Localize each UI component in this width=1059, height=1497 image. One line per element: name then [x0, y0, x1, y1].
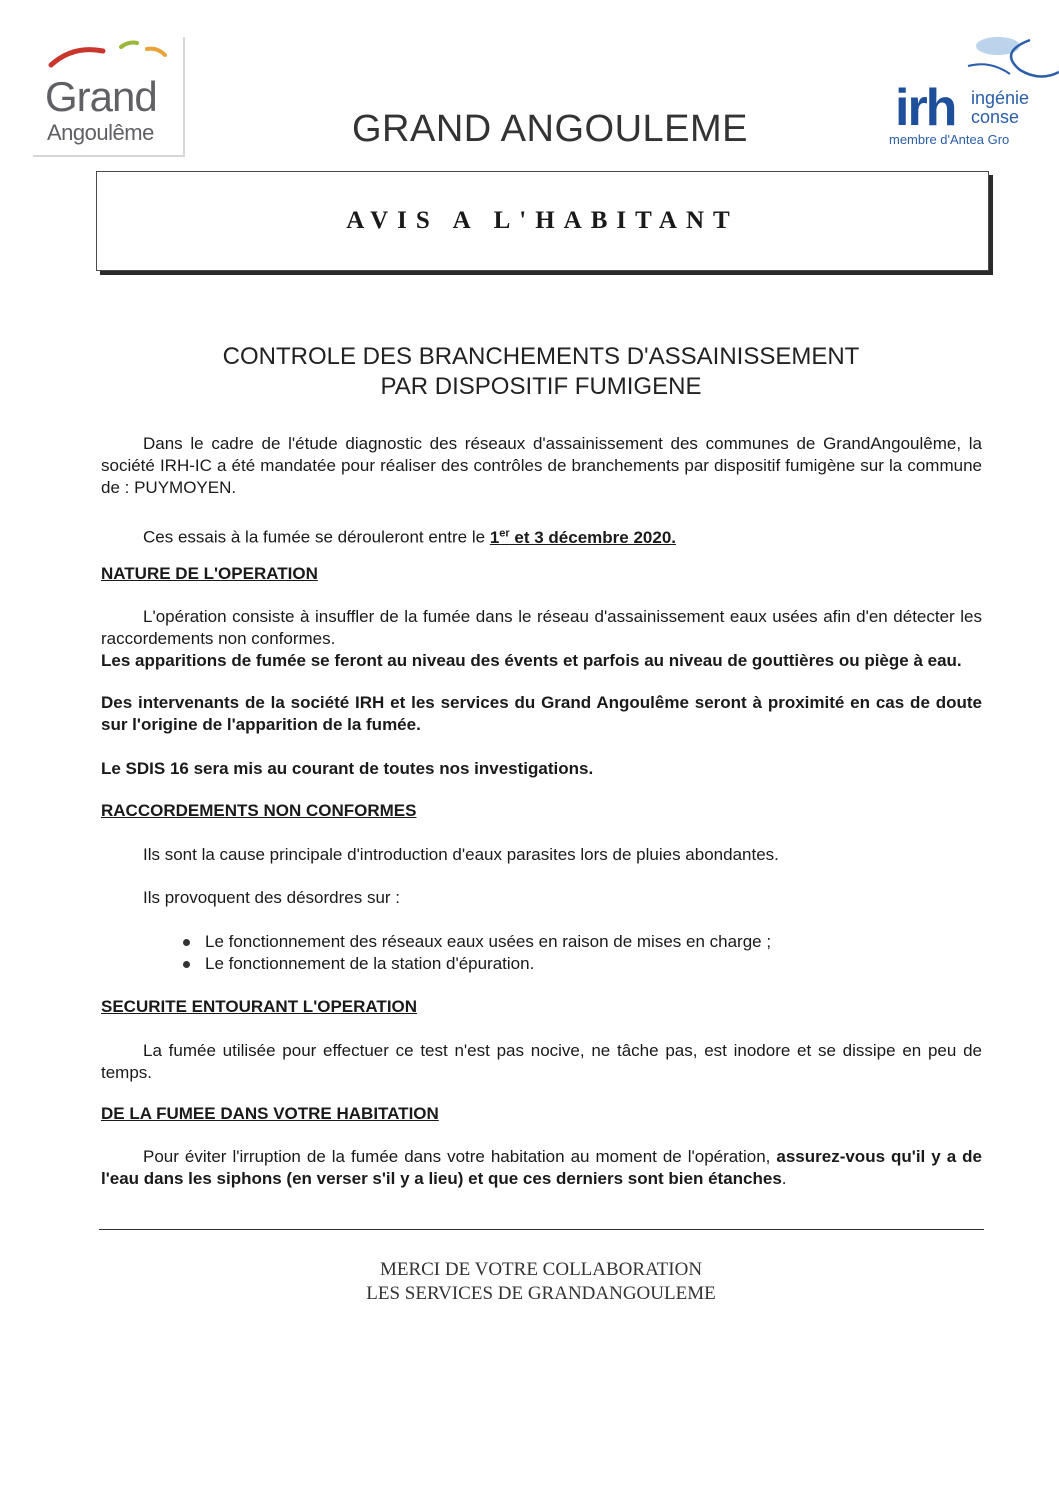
footer [100, 1258, 982, 1306]
dates-value [490, 528, 676, 547]
section-heading-raccordements: RACCORDEMENTS NON CONFORMES [101, 801, 417, 820]
irh-subtitle-1: ingénie [971, 88, 1030, 108]
logo-angouleme-text: Angoulême [47, 120, 154, 145]
raccordements-bullet-list [180, 931, 980, 975]
irh-logo [880, 30, 1059, 150]
document-title-line-1: CONTROLE DES BRANCHEMENTS D'ASSAINISSEMENT [222, 343, 860, 370]
footer-line-2: LES SERVICES DE GRANDANGOULEME [366, 1283, 716, 1304]
nature-paragraph-4: Le SDIS 16 sera mis au courant de toutes nos investigations. [101, 759, 594, 778]
dates-ordinal: er [499, 527, 510, 539]
list-item-text: Le fonctionnement de la station d'épuration. [205, 954, 535, 973]
bullet-icon [183, 939, 190, 946]
list-item [180, 953, 980, 975]
footer-line-1: MERCI DE VOTRE COLLABORATION [379, 1259, 703, 1280]
irh-subtitle-2: conse [971, 107, 1020, 127]
dates-day: 1 [489, 527, 500, 547]
notice-box [96, 171, 989, 271]
securite-paragraph: La fumée utilisée pour effectuer ce test n'est pas nocive, ne tâche pas, est inodore et se dissipe en peu de temps. [101, 1041, 982, 1082]
section-heading-securite: SECURITE ENTOURANT L'OPERATION [101, 997, 418, 1016]
footer-divider [99, 1229, 984, 1230]
intro-paragraph: Dans le cadre de l'étude diagnostic des réseaux d'assainissement des communes de GrandAngoulême, la société IRH-IC a été mandatée pour réaliser des contrôles de branchements par dispositif fumigène sur la commune de : PUYMOYEN. [101, 434, 982, 497]
page-header-title: GRAND ANGOULEME [351, 108, 749, 150]
logo-grand-text: Grand [45, 73, 157, 120]
document-title-line-2: PAR DISPOSITIF FUMIGENE [380, 373, 702, 400]
fumee-end: . [781, 1169, 787, 1188]
bullet-icon [183, 961, 190, 968]
fumee-text: Pour éviter l'irruption de la fumée dans votre habitation au moment de l'opération, [143, 1147, 777, 1166]
dates-rest: et 3 décembre 2020. [509, 527, 677, 547]
nature-paragraph-1: L'opération consiste à insuffler de la fumée dans le réseau d'assainissement eaux usées afin d'en détecter les raccordements non conformes. [101, 607, 982, 648]
fumee-paragraph [101, 1146, 982, 1190]
dates-prefix: Ces essais à la fumée se dérouleront entre le [143, 527, 490, 547]
raccordements-paragraph-1: Ils sont la cause principale d'introduction d'eaux parasites lors de pluies abondantes. [143, 845, 779, 864]
nature-paragraph-3: Des intervenants de la société IRH et les services du Grand Angoulême seront à proximité en cas de doute sur l'origine de l'apparition de la fumée. [101, 693, 982, 734]
fumee-bold-text: assurez-vous qu'il y a de l'eau dans les siphons (en verser s'il y a lieu) et que ces derniers sont bien étanches [101, 1147, 982, 1188]
raccordements-paragraph-2: Ils provoquent des désordres sur : [143, 888, 401, 907]
document-title [100, 342, 982, 402]
grand-angouleme-logo [33, 37, 185, 157]
list-item-text: Le fonctionnement des réseaux eaux usées en raison de mises en charge ; [205, 932, 772, 951]
nature-paragraph-2: Les apparitions de fumée se feront au niveau des évents et parfois au niveau de gouttières ou piège à eau. [101, 651, 962, 670]
section-heading-fumee: DE LA FUMEE DANS VOTRE HABITATION [101, 1104, 439, 1123]
section-heading-nature: NATURE DE L'OPERATION [101, 564, 318, 583]
intro-dates-paragraph [101, 522, 982, 549]
notice-title: AVIS A L'HABITANT [346, 207, 739, 234]
logo-swoosh-icon [33, 37, 183, 77]
irh-word: irh [895, 79, 956, 137]
irh-subtitle-3: membre d'Antea Gro [889, 132, 1010, 147]
list-item [180, 931, 980, 953]
